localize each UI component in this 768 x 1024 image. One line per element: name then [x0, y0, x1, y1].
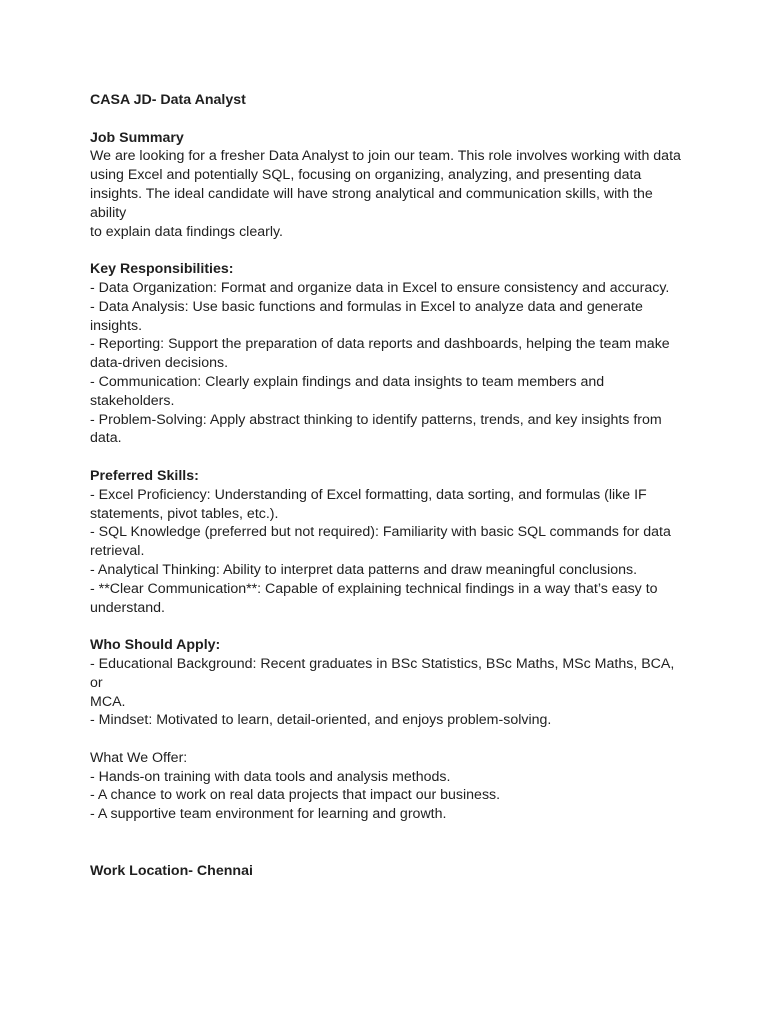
offer-line: - Hands-on training with data tools and analysis methods. [90, 768, 451, 785]
responsibility-line: insights. [90, 317, 143, 334]
apply-line: MCA. [90, 693, 126, 710]
skill-line: - SQL Knowledge (preferred but not required): Familiarity with basic SQL commands for data [90, 524, 671, 541]
responsibility-line: - Communication: Clearly explain findings and data insights to team members and stakeholders. [90, 373, 609, 409]
spacer [90, 824, 690, 862]
key-responsibilities-heading: Key Responsibilities: [90, 261, 234, 278]
job-summary-line: using Excel and potentially SQL, focusing on organizing, analyzing, and presenting data [90, 167, 642, 184]
apply-line: - Mindset: Motivated to learn, detail-oriented, and enjoys problem-solving. [90, 712, 552, 729]
spacer [90, 730, 690, 749]
responsibility-line: - Data Organization: Format and organize data in Excel to ensure consistency and accuracy. [90, 279, 670, 296]
job-summary-line: insights. The ideal candidate will have strong analytical and communication skills, with the ability [90, 185, 657, 221]
document-title: CASA JD- Data Analyst [90, 92, 246, 108]
offer-line: - A chance to work on real data projects that impact our business. [90, 787, 501, 804]
document-body [90, 91, 690, 880]
responsibility-line: - Problem-Solving: Apply abstract thinking to identify patterns, trends, and key insights from [90, 411, 662, 428]
spacer [90, 110, 690, 129]
spacer [90, 241, 690, 260]
who-should-apply-heading: Who Should Apply: [90, 637, 221, 654]
responsibility-line: - Reporting: Support the preparation of data reports and dashboards, helping the team make [90, 336, 670, 353]
skill-line: - Analytical Thinking: Ability to interpret data patterns and draw meaningful conclusions. [90, 561, 638, 578]
spacer [90, 448, 690, 467]
offer-line: - A supportive team environment for learning and growth. [90, 806, 447, 823]
job-summary-line: We are looking for a fresher Data Analyst to join our team. This role involves working with data [90, 148, 681, 165]
skill-line: - Excel Proficiency: Understanding of Excel formatting, data sorting, and formulas (like IF [90, 486, 647, 503]
apply-line: - Educational Background: Recent graduates in BSc Statistics, BSc Maths, MSc Maths, BCA, or [90, 655, 679, 691]
responsibility-line: data. [90, 430, 122, 447]
what-we-offer-heading: What We Offer: [90, 749, 188, 766]
skill-line: retrieval. [90, 543, 145, 560]
work-location: Work Location- Chennai [90, 862, 253, 879]
responsibility-line: - Data Analysis: Use basic functions and formulas in Excel to analyze data and generate [90, 298, 643, 315]
skill-line: statements, pivot tables, etc.). [90, 505, 279, 522]
job-summary-heading: Job Summary [90, 129, 184, 146]
spacer [90, 617, 690, 636]
skill-line: understand. [90, 599, 165, 616]
responsibility-line: data-driven decisions. [90, 355, 229, 372]
preferred-skills-heading: Preferred Skills: [90, 467, 199, 484]
job-summary-line: to explain data findings clearly. [90, 223, 283, 240]
skill-line: - **Clear Communication**: Capable of explaining technical findings in a way that’s easy to [90, 580, 658, 597]
